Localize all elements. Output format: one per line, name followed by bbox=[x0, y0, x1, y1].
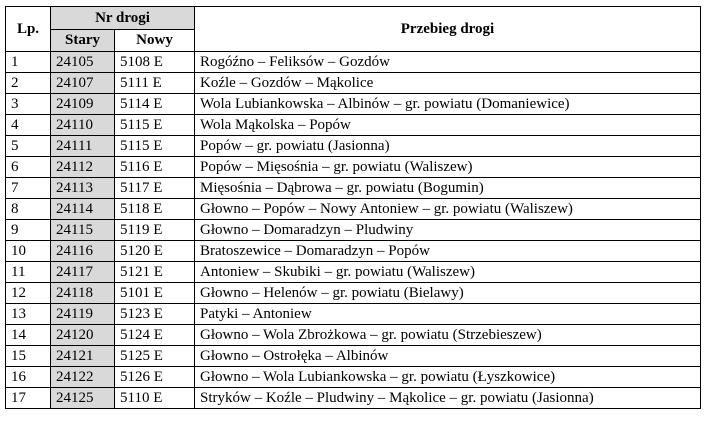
row-route-cell: Popów – Mięsośnia – gr. powiatu (Waliszew) bbox=[195, 157, 701, 178]
row-lp-cell: 5 bbox=[6, 136, 51, 157]
row-lp-cell: 6 bbox=[6, 157, 51, 178]
row-new-number-cell: 5125 E bbox=[115, 346, 195, 367]
row-route-cell: Rogóźno – Feliksów – Gozdów bbox=[195, 52, 701, 73]
row-old-number-cell: 24125 bbox=[51, 388, 115, 409]
table-row bbox=[6, 52, 701, 73]
row-lp-cell: 7 bbox=[6, 178, 51, 199]
row-lp-cell: 13 bbox=[6, 304, 51, 325]
roads-table bbox=[5, 6, 701, 409]
row-lp-cell: 9 bbox=[6, 220, 51, 241]
lp-header: Lp. bbox=[6, 7, 51, 52]
row-old-number-cell: 24121 bbox=[51, 346, 115, 367]
table-row bbox=[6, 346, 701, 367]
row-old-number-cell: 24107 bbox=[51, 73, 115, 94]
row-lp-cell: 12 bbox=[6, 283, 51, 304]
row-route-cell: Głowno – Wola Zbrożkowa – gr. powiatu (Strzebieszew) bbox=[195, 325, 701, 346]
table-row bbox=[6, 73, 701, 94]
row-old-number-cell: 24111 bbox=[51, 136, 115, 157]
row-route-cell: Popów – gr. powiatu (Jasionna) bbox=[195, 136, 701, 157]
row-old-number-cell: 24116 bbox=[51, 241, 115, 262]
table-row bbox=[6, 283, 701, 304]
row-lp-cell: 4 bbox=[6, 115, 51, 136]
row-lp-cell: 16 bbox=[6, 367, 51, 388]
row-lp-cell: 8 bbox=[6, 199, 51, 220]
row-new-number-cell: 5110 E bbox=[115, 388, 195, 409]
header-row-top bbox=[6, 7, 701, 30]
row-route-cell: Koźle – Gozdów – Mąkolice bbox=[195, 73, 701, 94]
row-route-cell: Głowno – Domaradzyn – Pludwiny bbox=[195, 220, 701, 241]
old-number-header: Stary bbox=[51, 30, 115, 52]
row-route-cell: Głowno – Ostrołęka – Albinów bbox=[195, 346, 701, 367]
row-old-number-cell: 24109 bbox=[51, 94, 115, 115]
table-row bbox=[6, 136, 701, 157]
row-new-number-cell: 5126 E bbox=[115, 367, 195, 388]
row-old-number-cell: 24113 bbox=[51, 178, 115, 199]
row-route-cell: Mięsośnia – Dąbrowa – gr. powiatu (Bogumin) bbox=[195, 178, 701, 199]
table-row bbox=[6, 199, 701, 220]
table-row bbox=[6, 241, 701, 262]
row-old-number-cell: 24110 bbox=[51, 115, 115, 136]
table-row bbox=[6, 304, 701, 325]
row-lp-cell: 15 bbox=[6, 346, 51, 367]
row-new-number-cell: 5115 E bbox=[115, 136, 195, 157]
row-new-number-cell: 5101 E bbox=[115, 283, 195, 304]
table-row bbox=[6, 157, 701, 178]
row-route-cell: Antoniew – Skubiki – gr. powiatu (Waliszew) bbox=[195, 262, 701, 283]
row-new-number-cell: 5121 E bbox=[115, 262, 195, 283]
row-new-number-cell: 5115 E bbox=[115, 115, 195, 136]
row-old-number-cell: 24115 bbox=[51, 220, 115, 241]
route-header: Przebieg drogi bbox=[195, 7, 701, 52]
row-lp-cell: 3 bbox=[6, 94, 51, 115]
row-route-cell: Wola Mąkolska – Popów bbox=[195, 115, 701, 136]
row-new-number-cell: 5108 E bbox=[115, 52, 195, 73]
table-row bbox=[6, 220, 701, 241]
row-old-number-cell: 24122 bbox=[51, 367, 115, 388]
row-new-number-cell: 5123 E bbox=[115, 304, 195, 325]
row-lp-cell: 11 bbox=[6, 262, 51, 283]
row-old-number-cell: 24118 bbox=[51, 283, 115, 304]
table-header bbox=[6, 7, 701, 52]
row-old-number-cell: 24119 bbox=[51, 304, 115, 325]
row-route-cell: Głowno – Popów – Nowy Antoniew – gr. powiatu (Waliszew) bbox=[195, 199, 701, 220]
row-old-number-cell: 24114 bbox=[51, 199, 115, 220]
row-route-cell: Bratoszewice – Domaradzyn – Popów bbox=[195, 241, 701, 262]
row-old-number-cell: 24112 bbox=[51, 157, 115, 178]
table-row bbox=[6, 388, 701, 409]
row-new-number-cell: 5116 E bbox=[115, 157, 195, 178]
row-lp-cell: 10 bbox=[6, 241, 51, 262]
table-row bbox=[6, 178, 701, 199]
table-row bbox=[6, 325, 701, 346]
row-old-number-cell: 24117 bbox=[51, 262, 115, 283]
table-row bbox=[6, 367, 701, 388]
row-new-number-cell: 5119 E bbox=[115, 220, 195, 241]
row-lp-cell: 14 bbox=[6, 325, 51, 346]
table-row bbox=[6, 94, 701, 115]
row-route-cell: Głowno – Helenów – gr. powiatu (Bielawy) bbox=[195, 283, 701, 304]
row-new-number-cell: 5111 E bbox=[115, 73, 195, 94]
row-new-number-cell: 5114 E bbox=[115, 94, 195, 115]
row-lp-cell: 1 bbox=[6, 52, 51, 73]
row-route-cell: Patyki – Antoniew bbox=[195, 304, 701, 325]
row-route-cell: Stryków – Koźle – Pludwiny – Mąkolice – gr. powiatu (Jasionna) bbox=[195, 388, 701, 409]
row-lp-cell: 2 bbox=[6, 73, 51, 94]
road-number-header: Nr drogi bbox=[51, 7, 195, 30]
row-old-number-cell: 24120 bbox=[51, 325, 115, 346]
table-body bbox=[6, 52, 701, 409]
new-number-header: Nowy bbox=[115, 30, 195, 52]
table-row bbox=[6, 262, 701, 283]
row-route-cell: Wola Lubiankowska – Albinów – gr. powiatu (Domaniewice) bbox=[195, 94, 701, 115]
table-row bbox=[6, 115, 701, 136]
row-new-number-cell: 5118 E bbox=[115, 199, 195, 220]
row-lp-cell: 17 bbox=[6, 388, 51, 409]
row-route-cell: Głowno – Wola Lubiankowska – gr. powiatu (Łyszkowice) bbox=[195, 367, 701, 388]
row-new-number-cell: 5124 E bbox=[115, 325, 195, 346]
row-new-number-cell: 5117 E bbox=[115, 178, 195, 199]
row-old-number-cell: 24105 bbox=[51, 52, 115, 73]
row-new-number-cell: 5120 E bbox=[115, 241, 195, 262]
